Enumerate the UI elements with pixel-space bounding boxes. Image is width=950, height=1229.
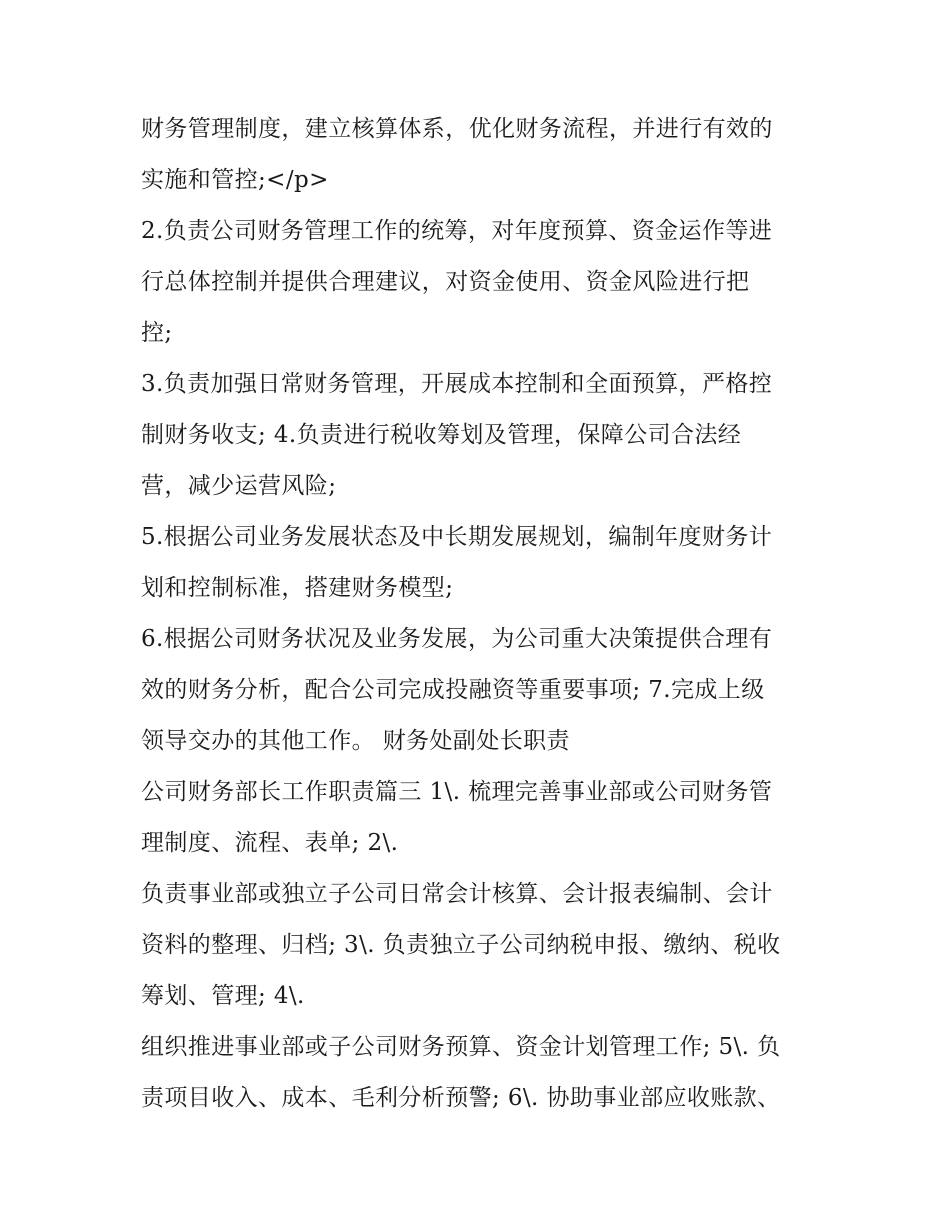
text-line: 3.负责加强日常财务管理，开展成本控制和全面预算，严格控 bbox=[141, 371, 773, 397]
text-line: 公司财务部长工作职责篇三 1\. 梳理完善事业部或公司财务管 bbox=[141, 779, 773, 805]
text-line: 行总体控制并提供合理建议，对资金使用、资金风险进行把 bbox=[141, 269, 750, 295]
text-line: 控; bbox=[141, 320, 173, 346]
text-line: 组织推进事业部或子公司财务预算、资金计划管理工作; 5\. 负 bbox=[141, 1034, 781, 1060]
text-line: 效的财务分析，配合公司完成投融资等重要事项; 7.完成上级 bbox=[141, 677, 765, 703]
text-line: 5.根据公司业务发展状态及中长期发展规划，编制年度财务计 bbox=[141, 524, 773, 550]
text-line: 筹划、管理; 4\. bbox=[141, 983, 305, 1009]
text-line: 划和控制标准，搭建财务模型; bbox=[141, 575, 454, 601]
document-body bbox=[141, 104, 821, 1124]
text-line: 领导交办的其他工作。 财务处副处长职责 bbox=[141, 728, 570, 754]
text-line: 营，减少运营风险; bbox=[141, 473, 337, 499]
text-line: 责项目收入、成本、毛利分析预警; 6\. 协助事业部应收账款、 bbox=[141, 1085, 781, 1111]
text-line: 2.负责公司财务管理工作的统筹，对年度预算、资金运作等进 bbox=[141, 218, 773, 244]
text-line: 理制度、流程、表单; 2\. bbox=[141, 830, 399, 856]
text-line: 财务管理制度，建立核算体系，优化财务流程，并进行有效的 bbox=[141, 116, 773, 142]
text-line: 6.根据公司财务状况及业务发展，为公司重大决策提供合理有 bbox=[141, 626, 773, 652]
text-line: 实施和管控;</p> bbox=[141, 167, 329, 193]
text-line: 负责事业部或独立子公司日常会计核算、会计报表编制、会计 bbox=[141, 881, 773, 907]
text-line: 资料的整理、归档; 3\. 负责独立子公司纳税申报、缴纳、税收 bbox=[141, 932, 781, 958]
text-line: 制财务收支; 4.负责进行税收筹划及管理，保障公司合法经 bbox=[141, 422, 742, 448]
